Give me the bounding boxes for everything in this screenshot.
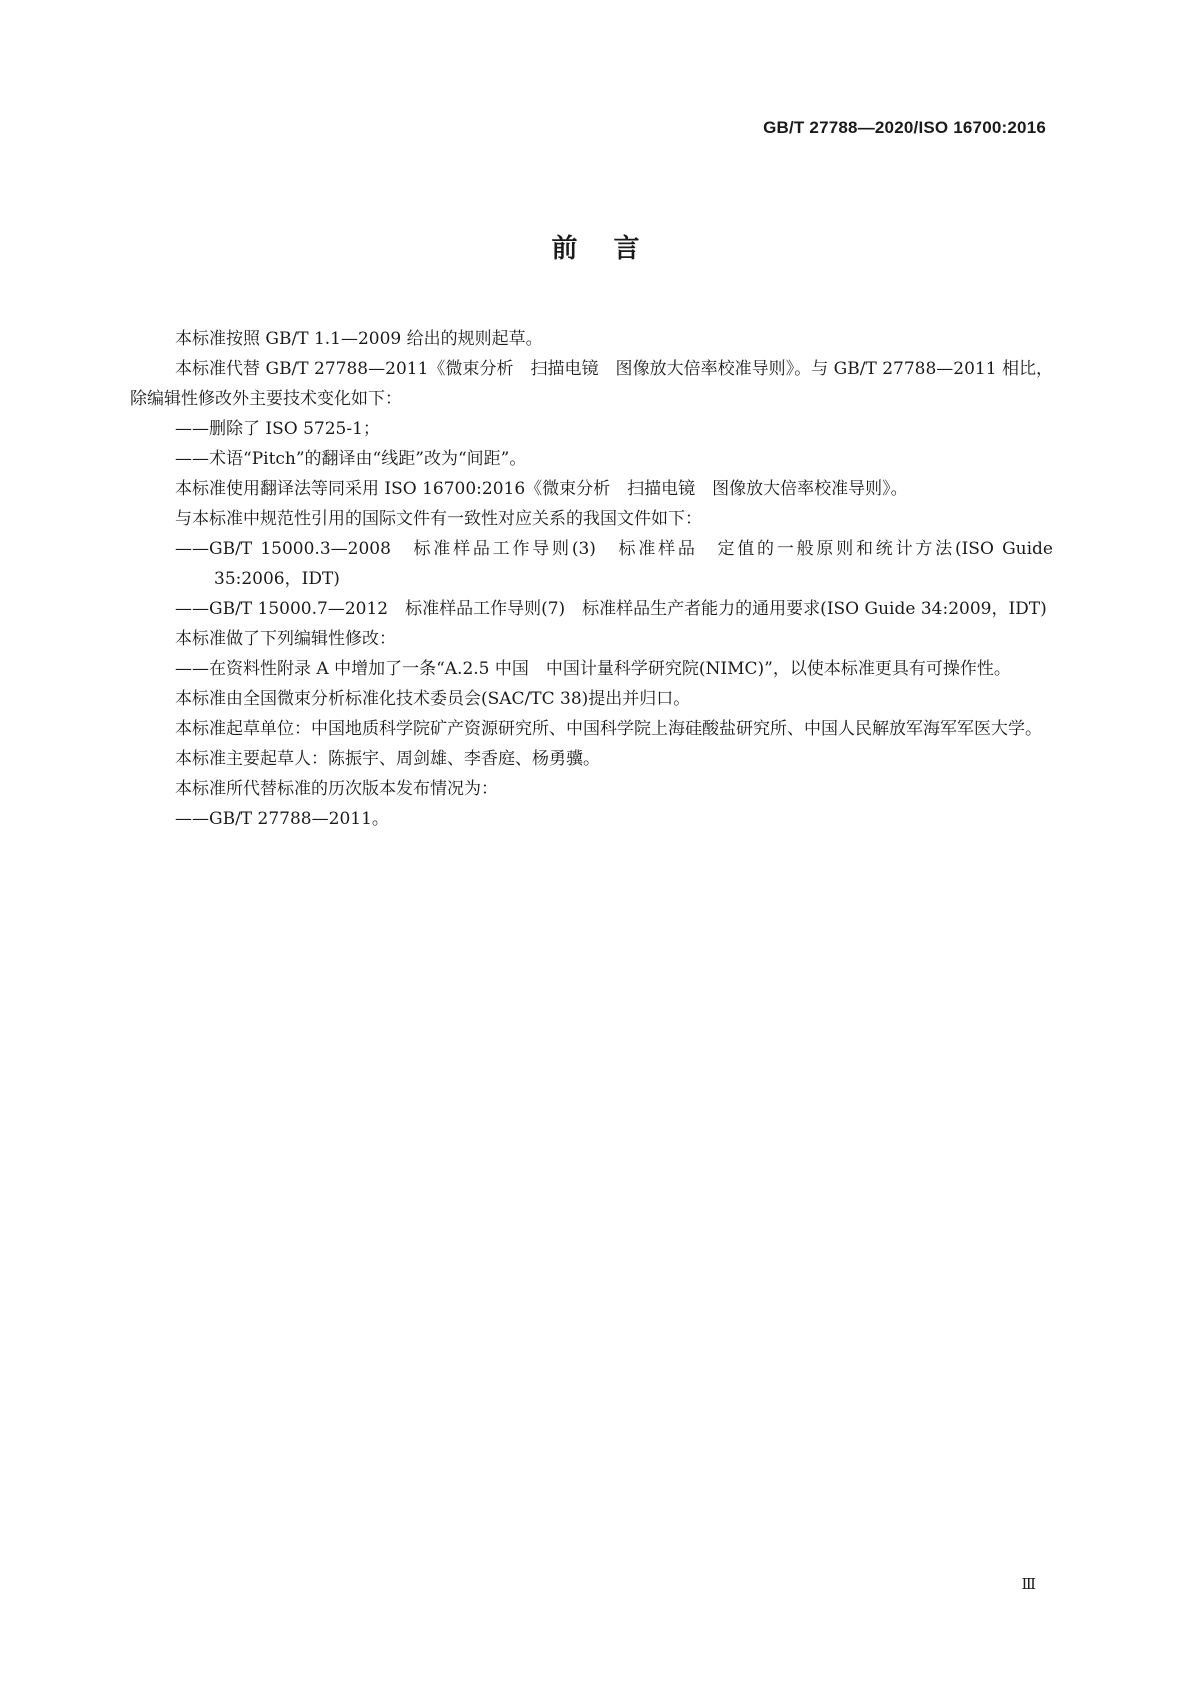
paragraph: 本标准主要起草人：陈振宇、周剑雄、李香庭、杨勇骥。 [175,749,600,769]
paragraph: 与本标准中规范性引用的国际文件有一致性对应关系的我国文件如下： [175,509,702,529]
page-number: Ⅲ [1021,1575,1036,1593]
list-item: ——术语“Pitch”的翻译由“线距”改为“间距”。 [175,449,527,469]
page-title: 前言 [551,234,676,264]
list-item: ——GB/T 15000.3—2008 标准样品工作导则(3) 标准样品 定值的一般原则和统计方法(ISO Guide 35:2006，IDT) [175,539,1053,589]
standard-number-header: GB/T 27788—2020/ISO 16700:2016 [763,118,1046,137]
paragraph: 本标准做了下列编辑性修改： [175,629,396,649]
paragraph: 本标准代替 GB/T 27788—2011《微束分析 扫描电镜 图像放大倍率校准导则》。与 GB/T 27788—2011 相比，除编辑性修改外主要技术变化如下： [130,359,1053,409]
paragraph: 本标准由全国微束分析标准化技术委员会(SAC/TC 38)提出并归口。 [175,689,691,709]
paragraph: 本标准按照 GB/T 1.1—2009 给出的规则起草。 [175,329,543,349]
foreword-body [130,324,1053,834]
list-item: ——GB/T 27788—2011。 [175,809,389,829]
list-item: ——GB/T 15000.7—2012 标准样品工作导则(7) 标准样品生产者能力的通用要求(ISO Guide 34:2009，IDT) [175,599,1047,619]
paragraph: 本标准起草单位：中国地质科学院矿产资源研究所、中国科学院上海硅酸盐研究所、中国人民解放军海军军医大学。 [175,719,1042,739]
list-item: ——删除了 ISO 5725-1； [175,419,380,439]
paragraph: 本标准所代替标准的历次版本发布情况为： [175,779,498,799]
list-item: ——在资料性附录 A 中增加了一条“A.2.5 中国 中国计量科学研究院(NIMC)”，以使本标准更具有可操作性。 [175,659,1011,679]
paragraph: 本标准使用翻译法等同采用 ISO 16700:2016《微束分析 扫描电镜 图像放大倍率校准导则》。 [175,479,908,499]
